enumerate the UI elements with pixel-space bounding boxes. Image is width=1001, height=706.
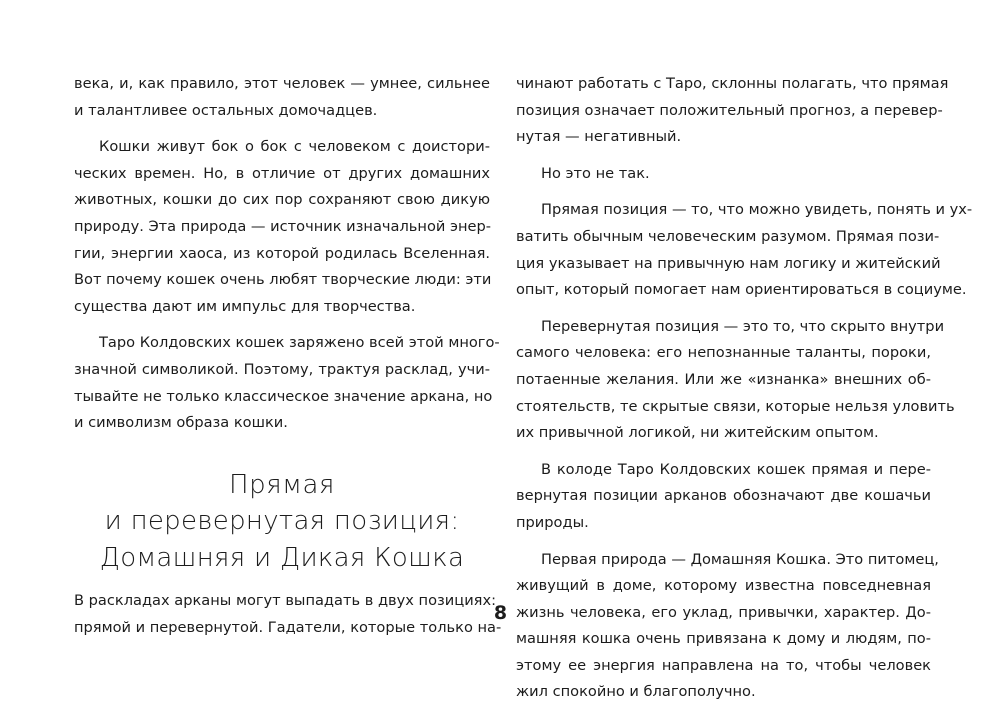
paragraph <box>516 547 931 706</box>
text-line: Но это не так. <box>516 161 931 188</box>
text-line: тывайте не только классическое значение аркана, но <box>74 384 490 411</box>
text-line: их привычной логикой, ни житейским опытом. <box>516 420 931 447</box>
text-line: жизнь человека, его уклад, привычки, характер. До- <box>516 600 931 627</box>
text-line: этому ее энергия направлена на то, чтобы человек <box>516 653 931 680</box>
text-line: позиция означает положительный прогноз, а перевер- <box>516 98 931 125</box>
text-line: животных, кошки до сих пор сохраняют свою дикую <box>74 187 490 214</box>
text-line: ция указывает на привычную нам логику и житейский <box>516 251 931 278</box>
text-line: и талантливее остальных домочадцев. <box>74 98 490 125</box>
text-line: Перевернутая позиция — это то, что скрыто внутри <box>516 314 931 341</box>
text-line: машняя кошка очень привязана к дому и людям, по- <box>516 626 931 653</box>
text-line: Кошки живут бок о бок с человеком с доистори- <box>74 134 490 161</box>
text-line: ческих времен. Но, в отличие от других домашних <box>74 161 490 188</box>
paragraph <box>516 197 931 303</box>
text-line: нутая — негативный. <box>516 124 931 151</box>
text-line: значной символикой. Поэтому, трактуя расклад, учи- <box>74 357 490 384</box>
paragraph <box>74 134 490 320</box>
text-line: природу. Эта природа — источник изначальной энер- <box>74 214 490 241</box>
paragraph <box>516 71 931 151</box>
text-line: В колоде Таро Колдовских кошек прямая и пере- <box>516 457 931 484</box>
paragraph <box>74 330 490 436</box>
text-line: стоятельств, те скрытые связи, которые нельзя уловить <box>516 394 931 421</box>
text-line: гии, энергии хаоса, из которой родилась Вселенная. <box>74 241 490 268</box>
paragraph <box>516 161 931 188</box>
heading-line: Домашняя и Дикая Кошка <box>74 540 490 577</box>
text-line: века, и, как правило, этот человек — умнее, сильнее <box>74 71 490 98</box>
text-line: вернутая позиции арканов обозначают две кошачьи <box>516 483 931 510</box>
text-line: самого человека: его непознанные таланты, пороки, <box>516 340 931 367</box>
text-line: живущий в доме, которому известна повседневная <box>516 573 931 600</box>
text-line: существа дают им импульс для творчества. <box>74 294 490 321</box>
text-line: и символизм образа кошки. <box>74 410 490 437</box>
text-line: ватить обычным человеческим разумом. Прямая пози- <box>516 224 931 251</box>
text-line: опыт, который помогает нам ориентироваться в социуме. <box>516 277 931 304</box>
text-line: жил спокойно и благополучно. <box>516 679 931 706</box>
text-line: чинают работать с Таро, склонны полагать, что прямая <box>516 71 931 98</box>
left-column <box>74 71 490 641</box>
paragraph <box>516 314 931 447</box>
heading-line: Прямая <box>74 467 490 504</box>
page-number: 8 <box>0 600 1001 626</box>
section-heading <box>74 467 490 577</box>
text-line: потаенные желания. Или же «изнанка» внешних об- <box>516 367 931 394</box>
text-line: Прямая позиция — то, что можно увидеть, понять и ух- <box>516 197 931 224</box>
heading-line: и перевернутая позиция: <box>74 503 490 540</box>
text-line: природы. <box>516 510 931 537</box>
text-line: Первая природа — Домашняя Кошка. Это питомец, <box>516 547 931 574</box>
text-line: В раскладах арканы могут выпадать в двух позициях: <box>74 588 490 615</box>
text-line: Таро Колдовских кошек заряжено всей этой много- <box>74 330 490 357</box>
paragraph <box>74 71 490 124</box>
paragraph <box>516 457 931 537</box>
text-line: Вот почему кошек очень любят творческие люди: эти <box>74 267 490 294</box>
text-line: прямой и перевернутой. Гадатели, которые только на- <box>74 615 490 642</box>
